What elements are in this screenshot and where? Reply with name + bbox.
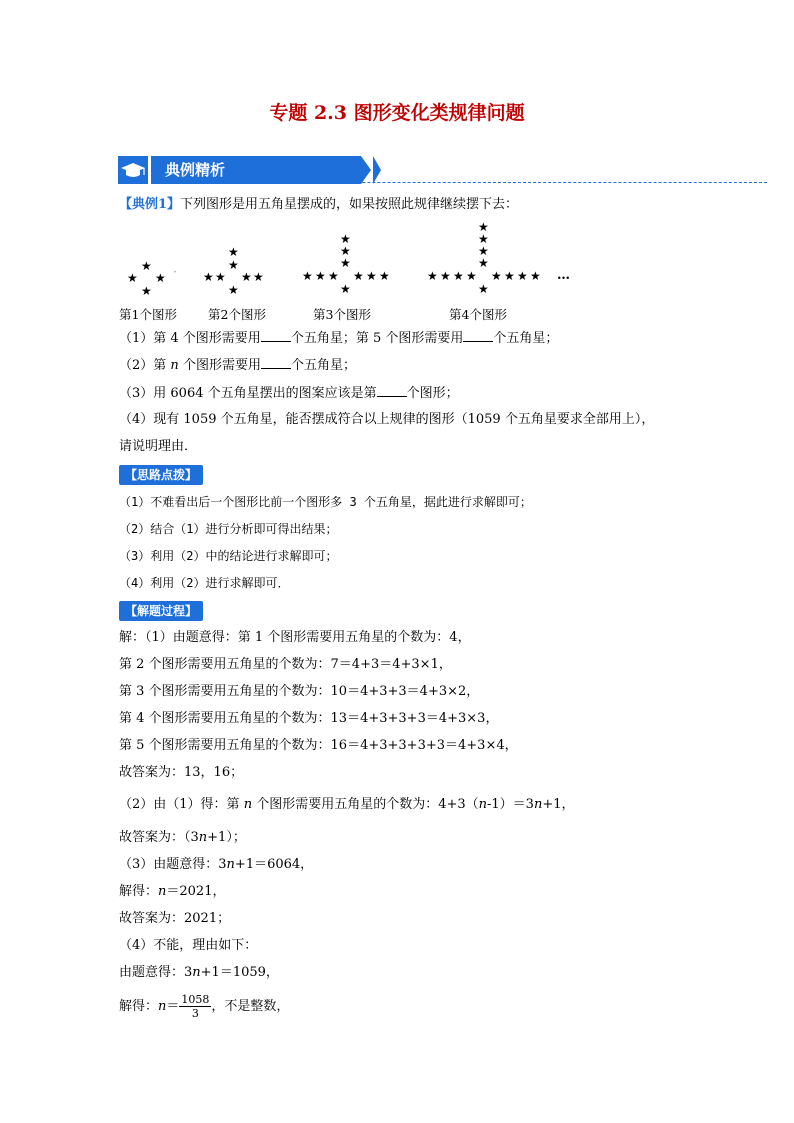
star-icon: ★ bbox=[478, 256, 489, 270]
star-icon: ★ bbox=[379, 269, 390, 283]
solution-text: 由题意得：3 bbox=[119, 965, 193, 980]
var-n: n bbox=[243, 797, 253, 812]
q3-text: （3）用 6064 个五角星摆出的图案应该是第 bbox=[119, 386, 377, 401]
var-n: n bbox=[192, 965, 201, 980]
solution-line: 第 4 个图形需要用五角星的个数为：13＝4+3+3+3＝4+3×3， bbox=[119, 711, 499, 726]
figure-label: 第3个图形 bbox=[313, 307, 371, 322]
star-icon: ★ bbox=[315, 269, 326, 283]
solution-part-4: （4）不能，理由如下： bbox=[119, 938, 258, 953]
star-icon: ★ bbox=[228, 283, 239, 297]
hint-line: （4）利用（2）进行求解即可． bbox=[119, 576, 290, 590]
star-icon: ★ bbox=[340, 232, 351, 246]
solution-text: （3）由题意得：3 bbox=[119, 857, 227, 872]
question-4-cont: 请说明理由． bbox=[119, 439, 198, 454]
star-icon: ★ bbox=[478, 282, 489, 296]
star-icon: ★ bbox=[127, 271, 138, 285]
figure-label: 第1个图形 bbox=[119, 307, 177, 322]
var-n: n bbox=[158, 884, 167, 899]
answer-blank bbox=[261, 329, 291, 342]
star-icon: ★ bbox=[228, 258, 239, 272]
star-icon: ★ bbox=[203, 270, 214, 284]
q1-text: 个五角星； bbox=[493, 331, 559, 346]
star-icon: ★ bbox=[491, 269, 502, 283]
banner-label: 典例精析 bbox=[151, 156, 361, 184]
star-icon: ★ bbox=[155, 271, 166, 285]
figure-label: 第2个图形 bbox=[208, 307, 266, 322]
var-n: n bbox=[170, 358, 179, 373]
q3-text: 个图形； bbox=[406, 386, 459, 401]
page-title: 专题 2.3 图形变化类规律问题 bbox=[269, 102, 525, 124]
solution-part-3-solve bbox=[119, 883, 225, 901]
star-icon: ★ bbox=[228, 245, 239, 259]
answer-blank bbox=[463, 329, 493, 342]
star-icon: ★ bbox=[253, 270, 264, 284]
answer-3: 故答案为：2021； bbox=[119, 911, 231, 926]
solution-text: +1＝6064， bbox=[234, 857, 314, 872]
solution-line: 解：（1）由题意得：第 1 个图形需要用五角星的个数为：4， bbox=[119, 630, 471, 645]
solution-text: 个图形需要用五角星的个数为：4+3（ bbox=[256, 797, 479, 812]
solution-part-4-eq bbox=[119, 964, 279, 982]
solution-section-label: 【解题过程】 bbox=[119, 601, 203, 621]
solution-text: 解得： bbox=[119, 884, 159, 899]
star-icon: ★ bbox=[141, 284, 152, 298]
star-icon: ★ bbox=[241, 270, 252, 284]
solution-text: 故答案为：（3 bbox=[119, 830, 199, 845]
solution-text: （2）由（1）得：第 bbox=[119, 797, 240, 812]
star-icon: ★ bbox=[302, 269, 313, 283]
solution-text: -1）＝3 bbox=[487, 797, 534, 812]
star-icon: ★ bbox=[215, 270, 226, 284]
star-icon: ★ bbox=[517, 269, 528, 283]
solution-part-2 bbox=[119, 796, 575, 814]
dot-separator: · bbox=[173, 265, 177, 279]
star-icon: ★ bbox=[340, 256, 351, 270]
star-icon: ★ bbox=[466, 269, 477, 283]
solution-text: 解得： bbox=[119, 999, 159, 1014]
answer-blank bbox=[261, 356, 291, 369]
solution-text: ，不是整数， bbox=[211, 999, 290, 1014]
var-n: n bbox=[226, 857, 235, 872]
var-n: n bbox=[478, 797, 488, 812]
star-icon: ★ bbox=[353, 269, 364, 283]
star-icon: ★ bbox=[478, 244, 489, 258]
question-4: （4）现有 1059 个五角星，能否摆成符合以上规律的图形（1059 个五角星要求全部用上）， bbox=[119, 412, 655, 427]
var-n: n bbox=[158, 999, 167, 1014]
fraction-denominator: 3 bbox=[191, 1007, 199, 1020]
solution-part-3 bbox=[119, 856, 313, 874]
solution-text: +1＝1059， bbox=[200, 965, 279, 980]
star-icon: ★ bbox=[366, 269, 377, 283]
star-icon: ★ bbox=[328, 269, 339, 283]
example-intro-text: 下列图形是用五角星摆成的，如果按照此规律继续摆下去： bbox=[180, 197, 519, 212]
solution-line: 第 3 个图形需要用五角星的个数为：10＝4+3+3＝4+3×2， bbox=[119, 684, 480, 699]
question-2 bbox=[119, 356, 356, 375]
solution-line: 故答案为：13，16； bbox=[119, 765, 244, 780]
hint-line: （3）利用（2）中的结论进行求解即可； bbox=[119, 549, 338, 563]
hint-section-label: 【思路点拨】 bbox=[119, 465, 203, 485]
var-n: n bbox=[533, 797, 543, 812]
star-figures bbox=[0, 0, 794, 330]
fraction-numerator: 1058 bbox=[181, 993, 210, 1006]
q2-text: 个图形需要用 bbox=[182, 358, 261, 373]
star-icon: ★ bbox=[340, 282, 351, 296]
answer-2 bbox=[119, 829, 246, 847]
var-n: n bbox=[198, 830, 208, 845]
solution-line: 第 2 个图形需要用五角星的个数为：7＝4+3＝4+3×1， bbox=[119, 657, 452, 672]
fraction bbox=[179, 993, 211, 1020]
star-icon: ★ bbox=[141, 259, 152, 273]
star-icon: ★ bbox=[427, 269, 438, 283]
star-icon: ★ bbox=[440, 269, 451, 283]
q1-text: 个五角星；第 5 个图形需要用 bbox=[290, 331, 464, 346]
star-icon: ★ bbox=[478, 232, 489, 246]
solution-text: +1）； bbox=[207, 830, 246, 845]
answer-blank bbox=[377, 384, 407, 397]
solution-text: ＝2021， bbox=[166, 884, 226, 899]
q1-text: （1）第 4 个图形需要用 bbox=[119, 331, 261, 346]
solution-text: ＝ bbox=[166, 999, 180, 1014]
figure-label: 第4个图形 bbox=[449, 307, 507, 322]
star-icon: ★ bbox=[340, 244, 351, 258]
question-1 bbox=[119, 329, 558, 348]
example-tag: 【典例1】 bbox=[119, 197, 181, 212]
q2-text: （2）第 bbox=[119, 358, 167, 373]
star-icon: ★ bbox=[453, 269, 464, 283]
hint-line: （1）不难看出后一个图形比前一个图形多 3 个五角星，据此进行求解即可； bbox=[119, 495, 532, 509]
hint-line: （2）结合（1）进行分析即可得出结果； bbox=[119, 522, 338, 536]
star-icon: ★ bbox=[530, 269, 541, 283]
star-icon: ★ bbox=[478, 220, 489, 234]
q2-text: 个五角星； bbox=[290, 358, 356, 373]
question-3 bbox=[119, 384, 459, 403]
solution-line: 第 5 个图形需要用五角星的个数为：16＝4+3+3+3+3＝4+3×4， bbox=[119, 738, 518, 753]
star-icon: ★ bbox=[504, 269, 515, 283]
ellipsis: … bbox=[557, 268, 570, 283]
solution-part-4-solve bbox=[119, 993, 289, 1020]
solution-text: +1， bbox=[542, 797, 575, 812]
